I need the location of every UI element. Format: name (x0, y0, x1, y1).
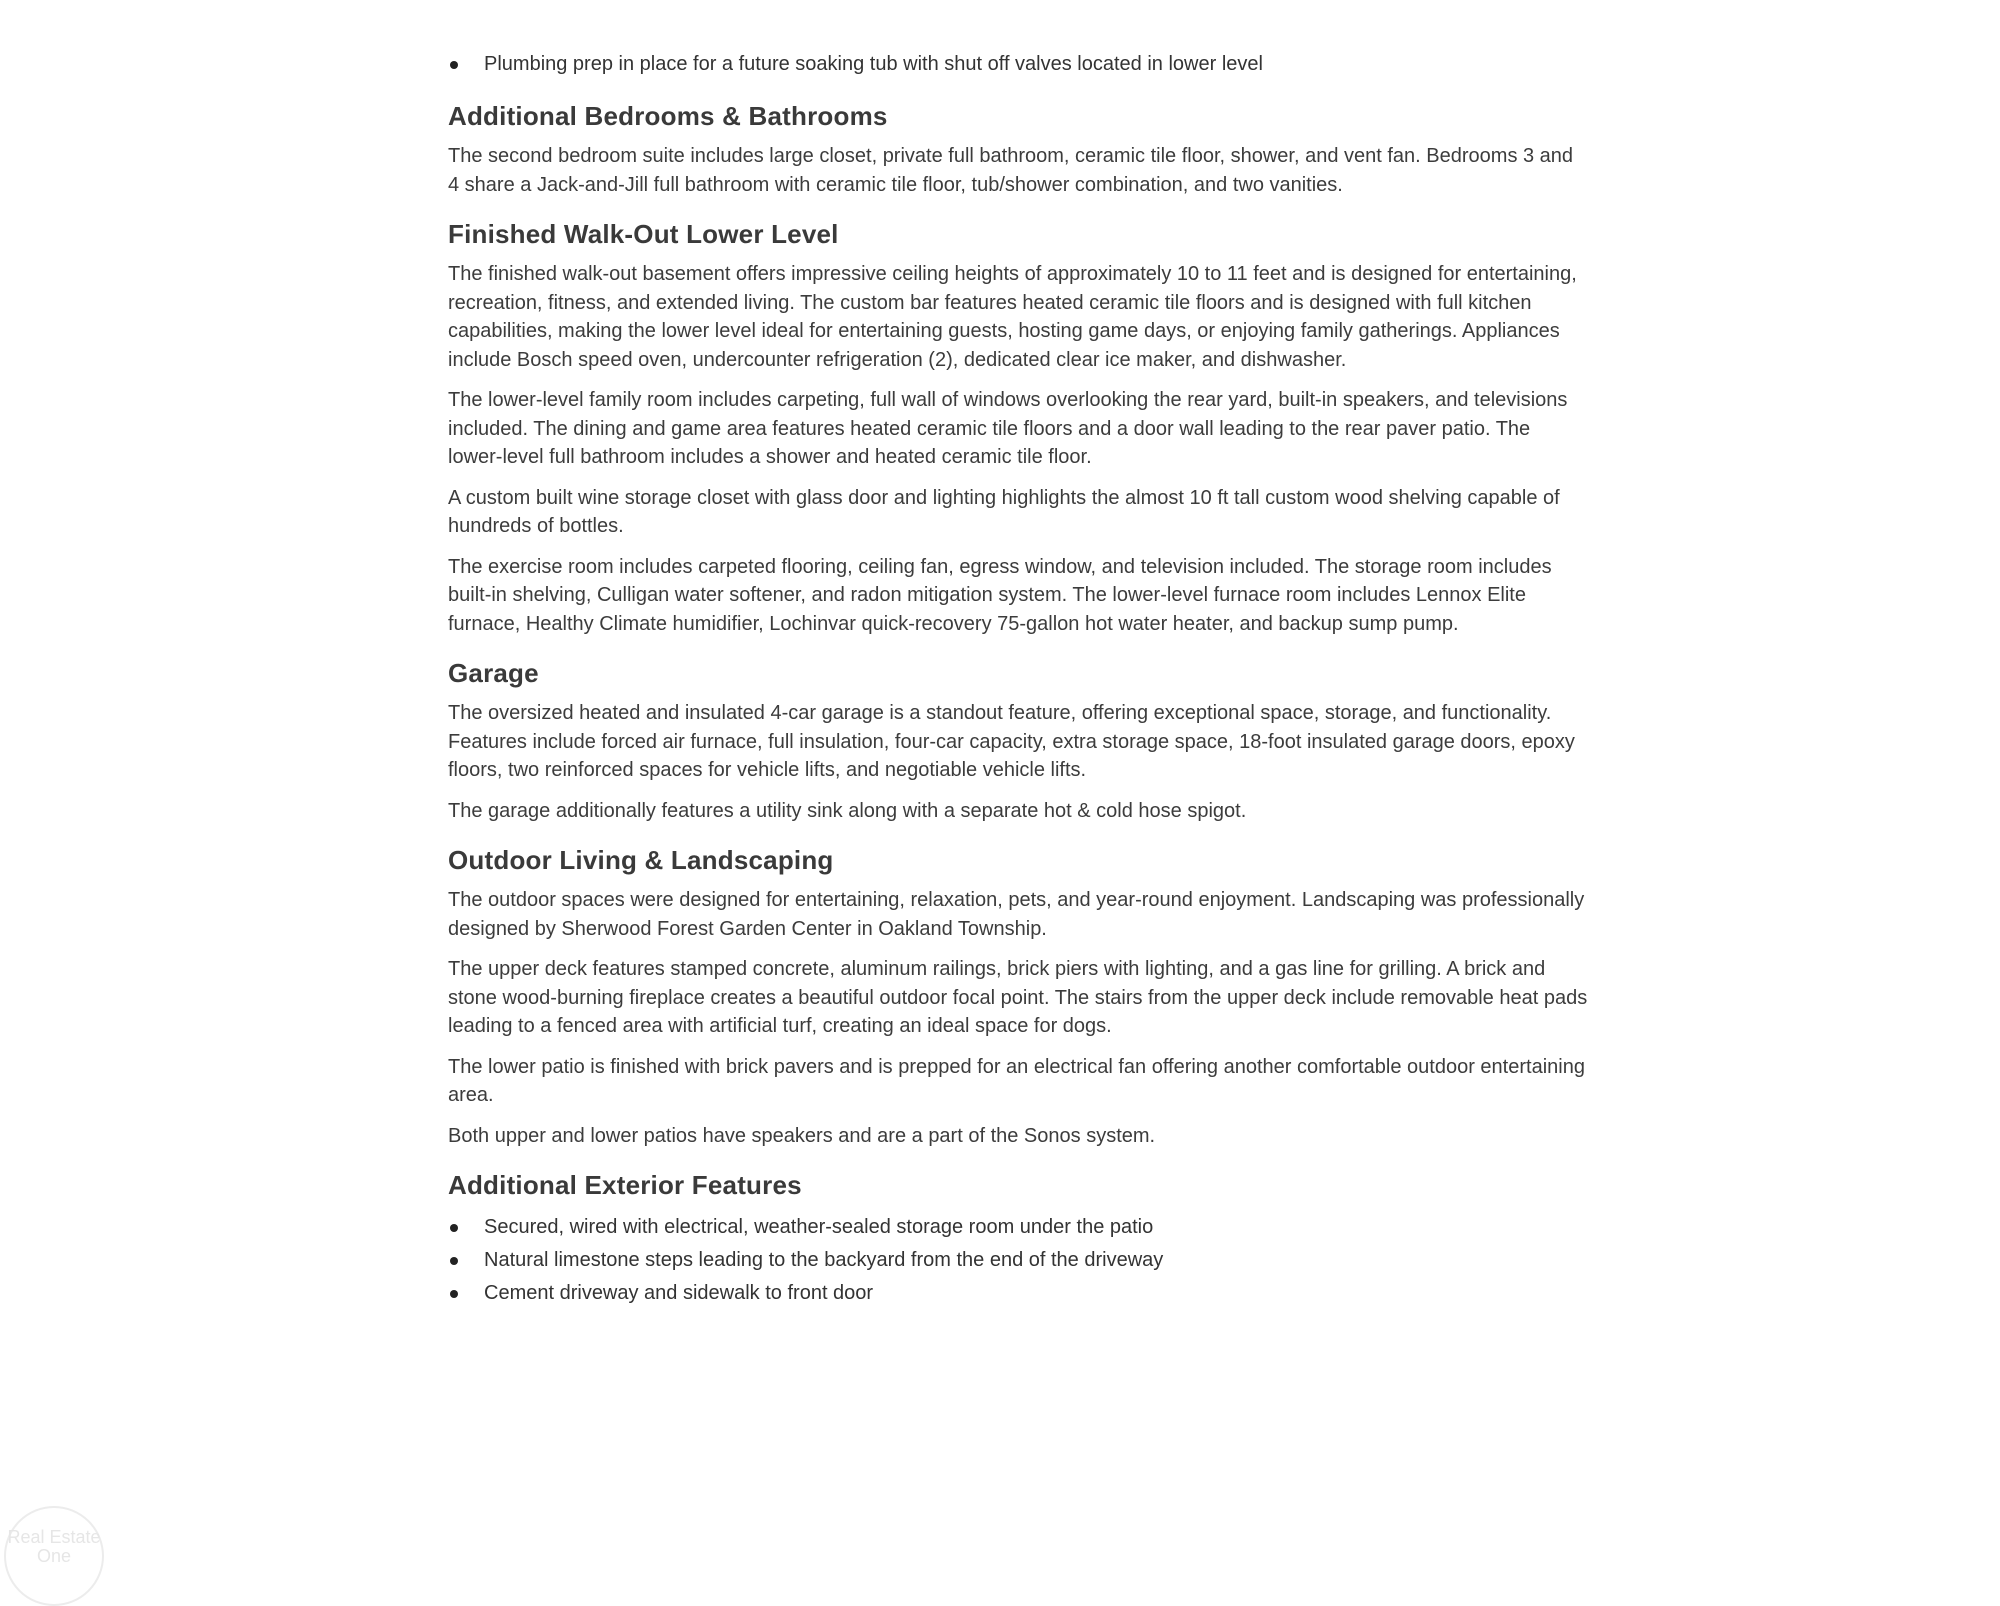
section-heading: Outdoor Living & Landscaping (448, 845, 834, 875)
paragraph: The lower patio is finished with brick pavers and is prepped for an electrical fan offering another comfortable outdoor entertaining area. (448, 1055, 1585, 1106)
bullet-icon (450, 61, 458, 69)
bullet-icon (450, 1290, 458, 1298)
list-item: Natural limestone steps leading to the backyard from the end of the driveway (448, 1244, 1588, 1277)
section-bedrooms-bathrooms (448, 101, 1588, 199)
watermark-logo: Real Estate One (4, 1506, 104, 1606)
section-heading: Additional Bedrooms & Bathrooms (448, 101, 888, 131)
paragraph: The finished walk-out basement offers impressive ceiling heights of approximately 10 to 11 feet and is designed for entertaining, recreation, fitness, and extended living. The custom bar features heated ceramic tile floors and is designed with full kitchen capabilities, making the lower level ideal for entertaining guests, hosting game days, or enjoying family gatherings. Appliances include Bosch speed oven, undercounter refrigeration (2), dedicated clear ice maker, and dishwasher. (448, 263, 1577, 371)
list-item: Secured, wired with electrical, weather-sealed storage room under the patio (448, 1211, 1588, 1244)
section-heading: Additional Exterior Features (448, 1170, 802, 1200)
section-garage (448, 658, 1588, 825)
document-page (448, 48, 1588, 1310)
paragraph: The lower-level family room includes carpeting, full wall of windows overlooking the rear yard, built-in speakers, and televisions included. The dining and game area features heated ceramic tile floors and a door wall leading to the rear paver patio. The lower-level full bathroom includes a shower and heated ceramic tile floor. (448, 389, 1568, 468)
paragraph: The upper deck features stamped concrete, aluminum railings, brick piers with lighting, and a gas line for grilling. A brick and stone wood-burning fireplace creates a beautiful outdoor focal point. The stairs from the upper deck include removable heat pads leading to a fenced area with artificial turf, creating an ideal space for dogs. (448, 958, 1588, 1037)
paragraph: The garage additionally features a utility sink along with a separate hot & cold hose spigot. (448, 799, 1247, 822)
bullet-icon (450, 1257, 458, 1265)
section-heading: Finished Walk-Out Lower Level (448, 219, 839, 249)
list-item: Cement driveway and sidewalk to front door (448, 1277, 1588, 1310)
section-exterior-features (448, 1170, 1588, 1310)
paragraph: The oversized heated and insulated 4-car garage is a standout feature, offering exceptional space, storage, and functionality. Features include forced air furnace, full insulation, four-car capacity, extra storage space, 18-foot insulated garage doors, epoxy floors, two reinforced spaces for vehicle lifts, and negotiable vehicle lifts. (448, 702, 1575, 781)
top-bullet-list (448, 48, 1588, 81)
paragraph: The exercise room includes carpeted flooring, ceiling fan, egress window, and television included. The storage room includes built-in shelving, Culligan water softener, and radon mitigation system. The lower-level furnace room includes Lennox Elite furnace, Healthy Climate humidifier, Lochinvar quick-recovery 75-gallon hot water heater, and backup sump pump. (448, 555, 1552, 635)
paragraph: The outdoor spaces were designed for entertaining, relaxation, pets, and year-round enjoyment. Landscaping was professionally designed by Sherwood Forest Garden Center in Oakland Township. (448, 889, 1585, 940)
section-heading: Garage (448, 658, 539, 688)
bullet-icon (450, 1224, 458, 1232)
exterior-bullet-list (448, 1211, 1588, 1310)
paragraph: Both upper and lower patios have speakers and are a part of the Sonos system. (448, 1124, 1156, 1147)
paragraph: The second bedroom suite includes large closet, private full bathroom, ceramic tile floor, shower, and vent fan. Bedrooms 3 and 4 share a Jack-and-Jill full bathroom with ceramic tile floor, tub/shower combination, and two vanities. (448, 145, 1574, 196)
paragraph: A custom built wine storage closet with glass door and lighting highlights the almost 10 ft tall custom wood shelving capable of hundreds of bottles. (448, 486, 1560, 537)
section-lower-level (448, 219, 1588, 638)
list-item: Plumbing prep in place for a future soaking tub with shut off valves located in lower level (448, 48, 1588, 81)
section-outdoor-living (448, 845, 1588, 1150)
